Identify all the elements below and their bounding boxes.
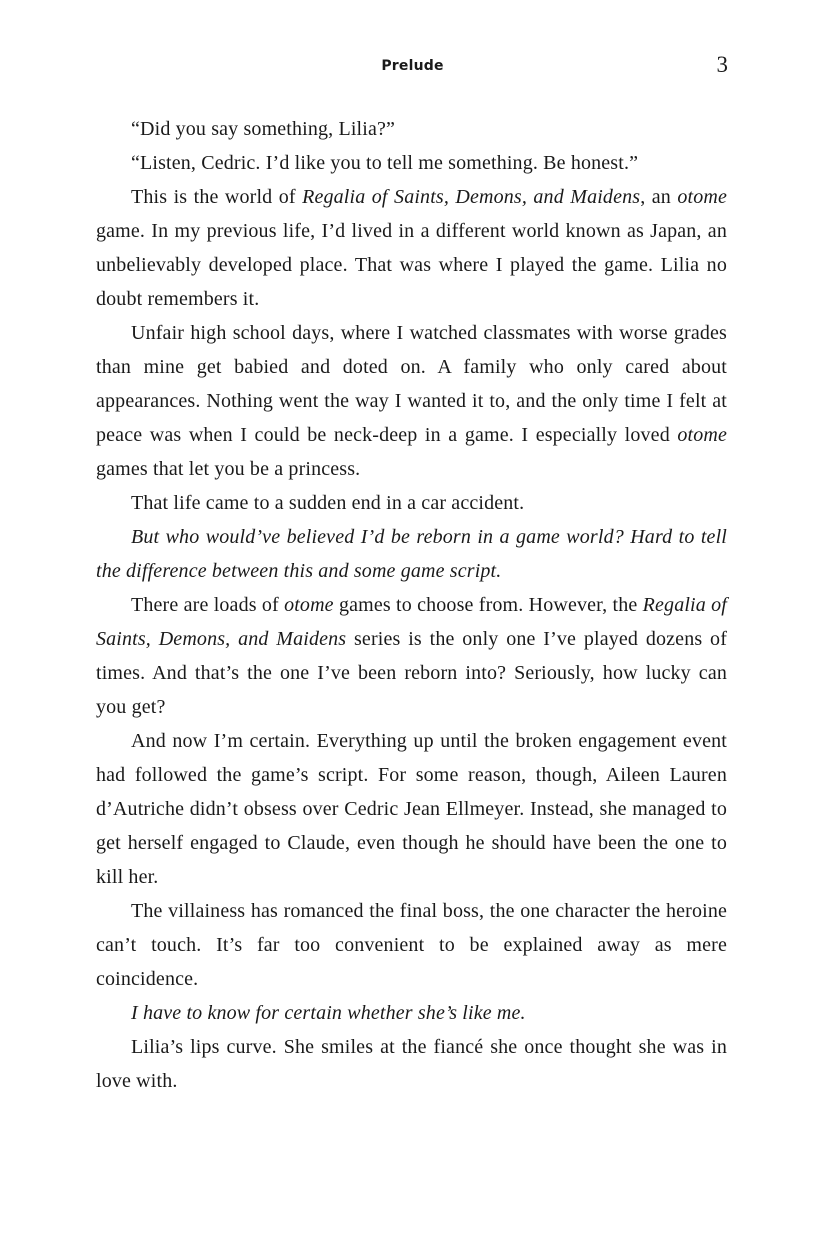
italic-run: otome — [677, 186, 727, 208]
paragraph — [96, 486, 727, 520]
paragraph — [96, 520, 727, 588]
italic-run: otome — [284, 594, 334, 616]
text-run: That life came to a sudden end in a car accident. — [131, 492, 525, 514]
italic-run: Regalia of Saints, Demons, and Maidens — [302, 186, 641, 208]
italic-run: otome — [677, 424, 727, 446]
text-run: Lilia’s lips curve. She smiles at the fiancé she once thought she was in love with. — [96, 1036, 727, 1092]
text-run: “Listen, Cedric. I’d like you to tell me something. Be honest.” — [131, 152, 639, 174]
running-head: Prelude — [381, 58, 444, 74]
italic-run: Regalia of Saints, Demons, and Maidens — [96, 594, 727, 650]
text-run: “Did you say something, Lilia?” — [131, 118, 396, 140]
paragraph — [96, 112, 727, 146]
paragraph — [96, 588, 727, 724]
text-run: This is the world of — [131, 186, 303, 208]
page-number: 3 — [716, 52, 728, 77]
text-run: There are loads of — [131, 594, 285, 616]
paragraph — [96, 1030, 727, 1098]
paragraph — [96, 996, 727, 1030]
text-run: Unfair high school days, where I watched classmates with worse grades than mine get babied and doted on. A family who only cared about appearances. Nothing went the way I wanted it to, and the only time I felt at peace was when I could be neck-deep in a game. I especially loved — [96, 322, 727, 446]
text-run: games to choose from. However, the — [333, 594, 643, 616]
text-run: , an — [640, 186, 678, 208]
text-run: series is the only one I’ve played dozens of times. And that’s the one I’ve been reborn into? Seriously, how lucky can you get? — [96, 628, 727, 718]
paragraph — [96, 146, 727, 180]
text-run: The villainess has romanced the final boss, the one character the heroine can’t touch. It’s far too convenient to be explained away as mere coincidence. — [96, 900, 727, 990]
body-text — [96, 112, 727, 1098]
paragraph — [96, 894, 727, 996]
text-run: And now I’m certain. Everything up until the broken engagement event had followed the game’s script. For some reason, though, Aileen Lauren d’Autriche didn’t obsess over Cedric Jean Ellmeyer. Instead, she managed to get herself engaged to Claude, even though he should have been the one to kill her. — [96, 730, 727, 888]
paragraph — [96, 316, 727, 486]
italic-run: But who would’ve believed I’d be reborn in a game world? Hard to tell the difference between this and some game script. — [96, 526, 727, 582]
text-run: game. In my previous life, I’d lived in a different world known as Japan, an unbelievably developed place. That was where I played the game. Lilia no doubt remembers it. — [96, 220, 727, 310]
italic-run: I have to know for certain whether she’s like me. — [131, 1002, 526, 1024]
text-run: games that let you be a princess. — [96, 458, 361, 480]
paragraph — [96, 724, 727, 894]
paragraph — [96, 180, 727, 316]
